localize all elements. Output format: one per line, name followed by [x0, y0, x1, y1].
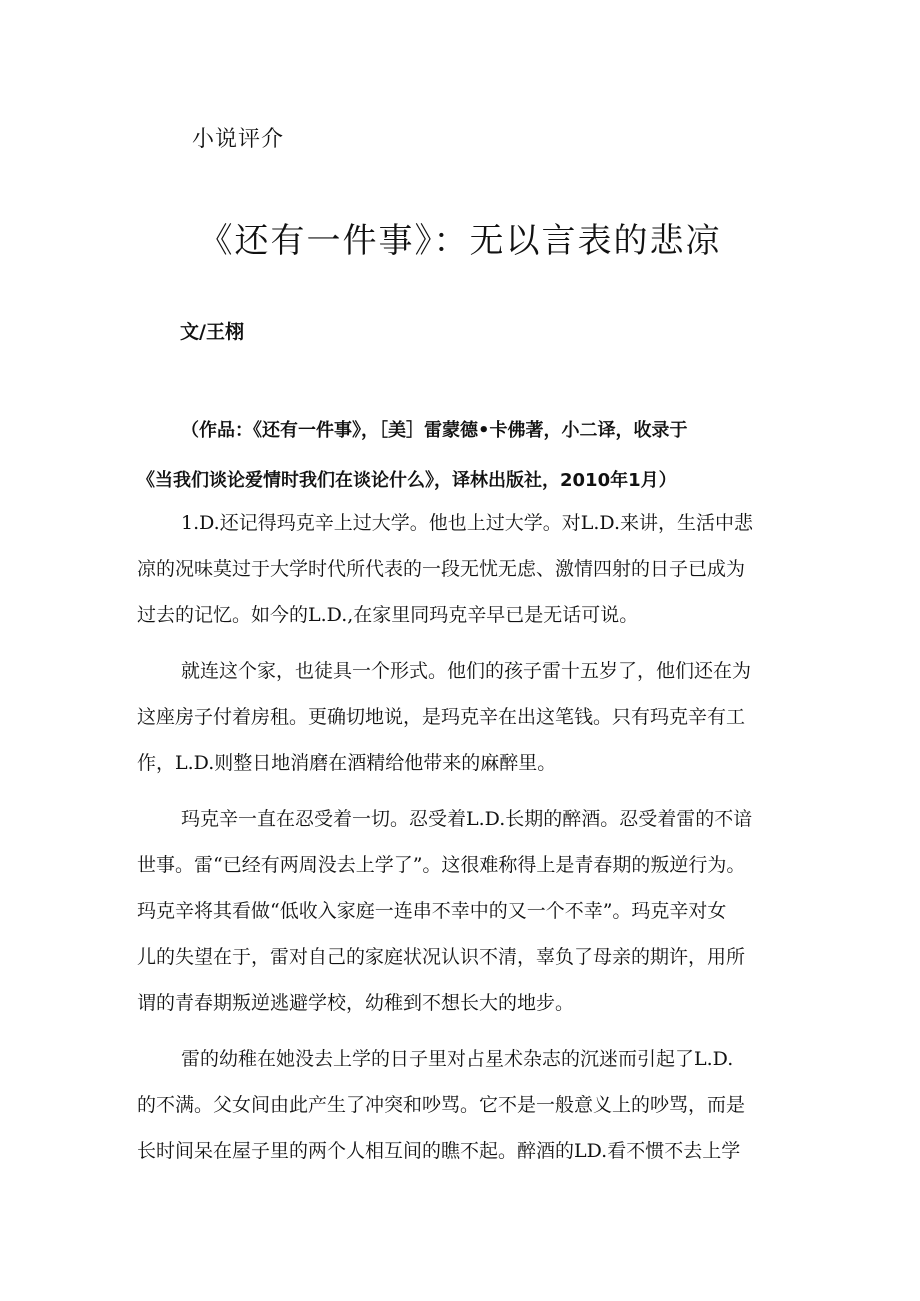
source-line: 《当我们谈论爱情时我们在谈论什么》，译林出版社，2010年1月）: [137, 470, 677, 491]
paragraph-line: 1.D.还记得玛克辛上过大学。他也上过大学。对L.D.来讲，生活中悲: [181, 512, 753, 534]
article-body: [137, 500, 787, 1184]
source-note: [137, 406, 797, 506]
paragraph-line: 作，L.D.则整日地消磨在酒精给他带来的麻醉里。: [137, 752, 557, 774]
paragraph: [137, 1036, 787, 1174]
paragraph-line: 雷的幼稚在她没去上学的日子里对占星术杂志的沉迷而引起了L.D.: [181, 1048, 734, 1070]
paragraph: [137, 500, 787, 638]
paragraph-line: 世事。雷“已经有两周没去上学了”。这很难称得上是青春期的叛逆行为。: [137, 854, 746, 876]
paragraph-line: 玛克辛一直在忍受着一切。忍受着L.D.长期的醉酒。忍受着雷的不谙: [181, 808, 753, 830]
author-byline: 文/王栩: [180, 321, 244, 343]
paragraph-line: 的不满。父女间由此产生了冲突和吵骂。它不是一般意义上的吵骂，而是: [137, 1094, 746, 1116]
source-line: （作品：《还有一件事》，［美］雷蒙德•卡佛著，小二译，收录于: [181, 420, 688, 441]
paragraph-line: 凉的况味莫过于大学时代所代表的一段无忧无虑、激情四射的日子已成为: [137, 558, 746, 580]
article-title: 《还有一件事》：无以言表的悲凉: [198, 221, 722, 261]
paragraph-line: 这座房子付着房租。更确切地说，是玛克辛在出这笔钱。只有玛克辛有工: [137, 706, 746, 728]
paragraph: [137, 648, 787, 786]
paragraph-line: 过去的记忆。如今的L.D.,在家里同玛克辛早已是无话可说。: [137, 604, 639, 626]
category-label: 小说评介: [192, 127, 285, 152]
paragraph-line: 谓的青春期叛逆逃避学校，幼稚到不想长大的地步。: [137, 992, 575, 1014]
paragraph-line: 就连这个家，也徒具一个形式。他们的孩子雷十五岁了，他们还在为: [181, 660, 752, 682]
paragraph: [137, 796, 787, 1026]
paragraph-line: 玛克辛将其看做“低收入家庭一连串不幸中的又一个不幸”。玛克辛对女: [137, 900, 727, 922]
paragraph-line: 儿的失望在于，雷对自己的家庭状况认识不清，辜负了母亲的期许，用所: [137, 946, 746, 968]
paragraph-line: 长时间呆在屋子里的两个人相互间的瞧不起。醉酒的LD.看不惯不去上学: [137, 1140, 741, 1162]
